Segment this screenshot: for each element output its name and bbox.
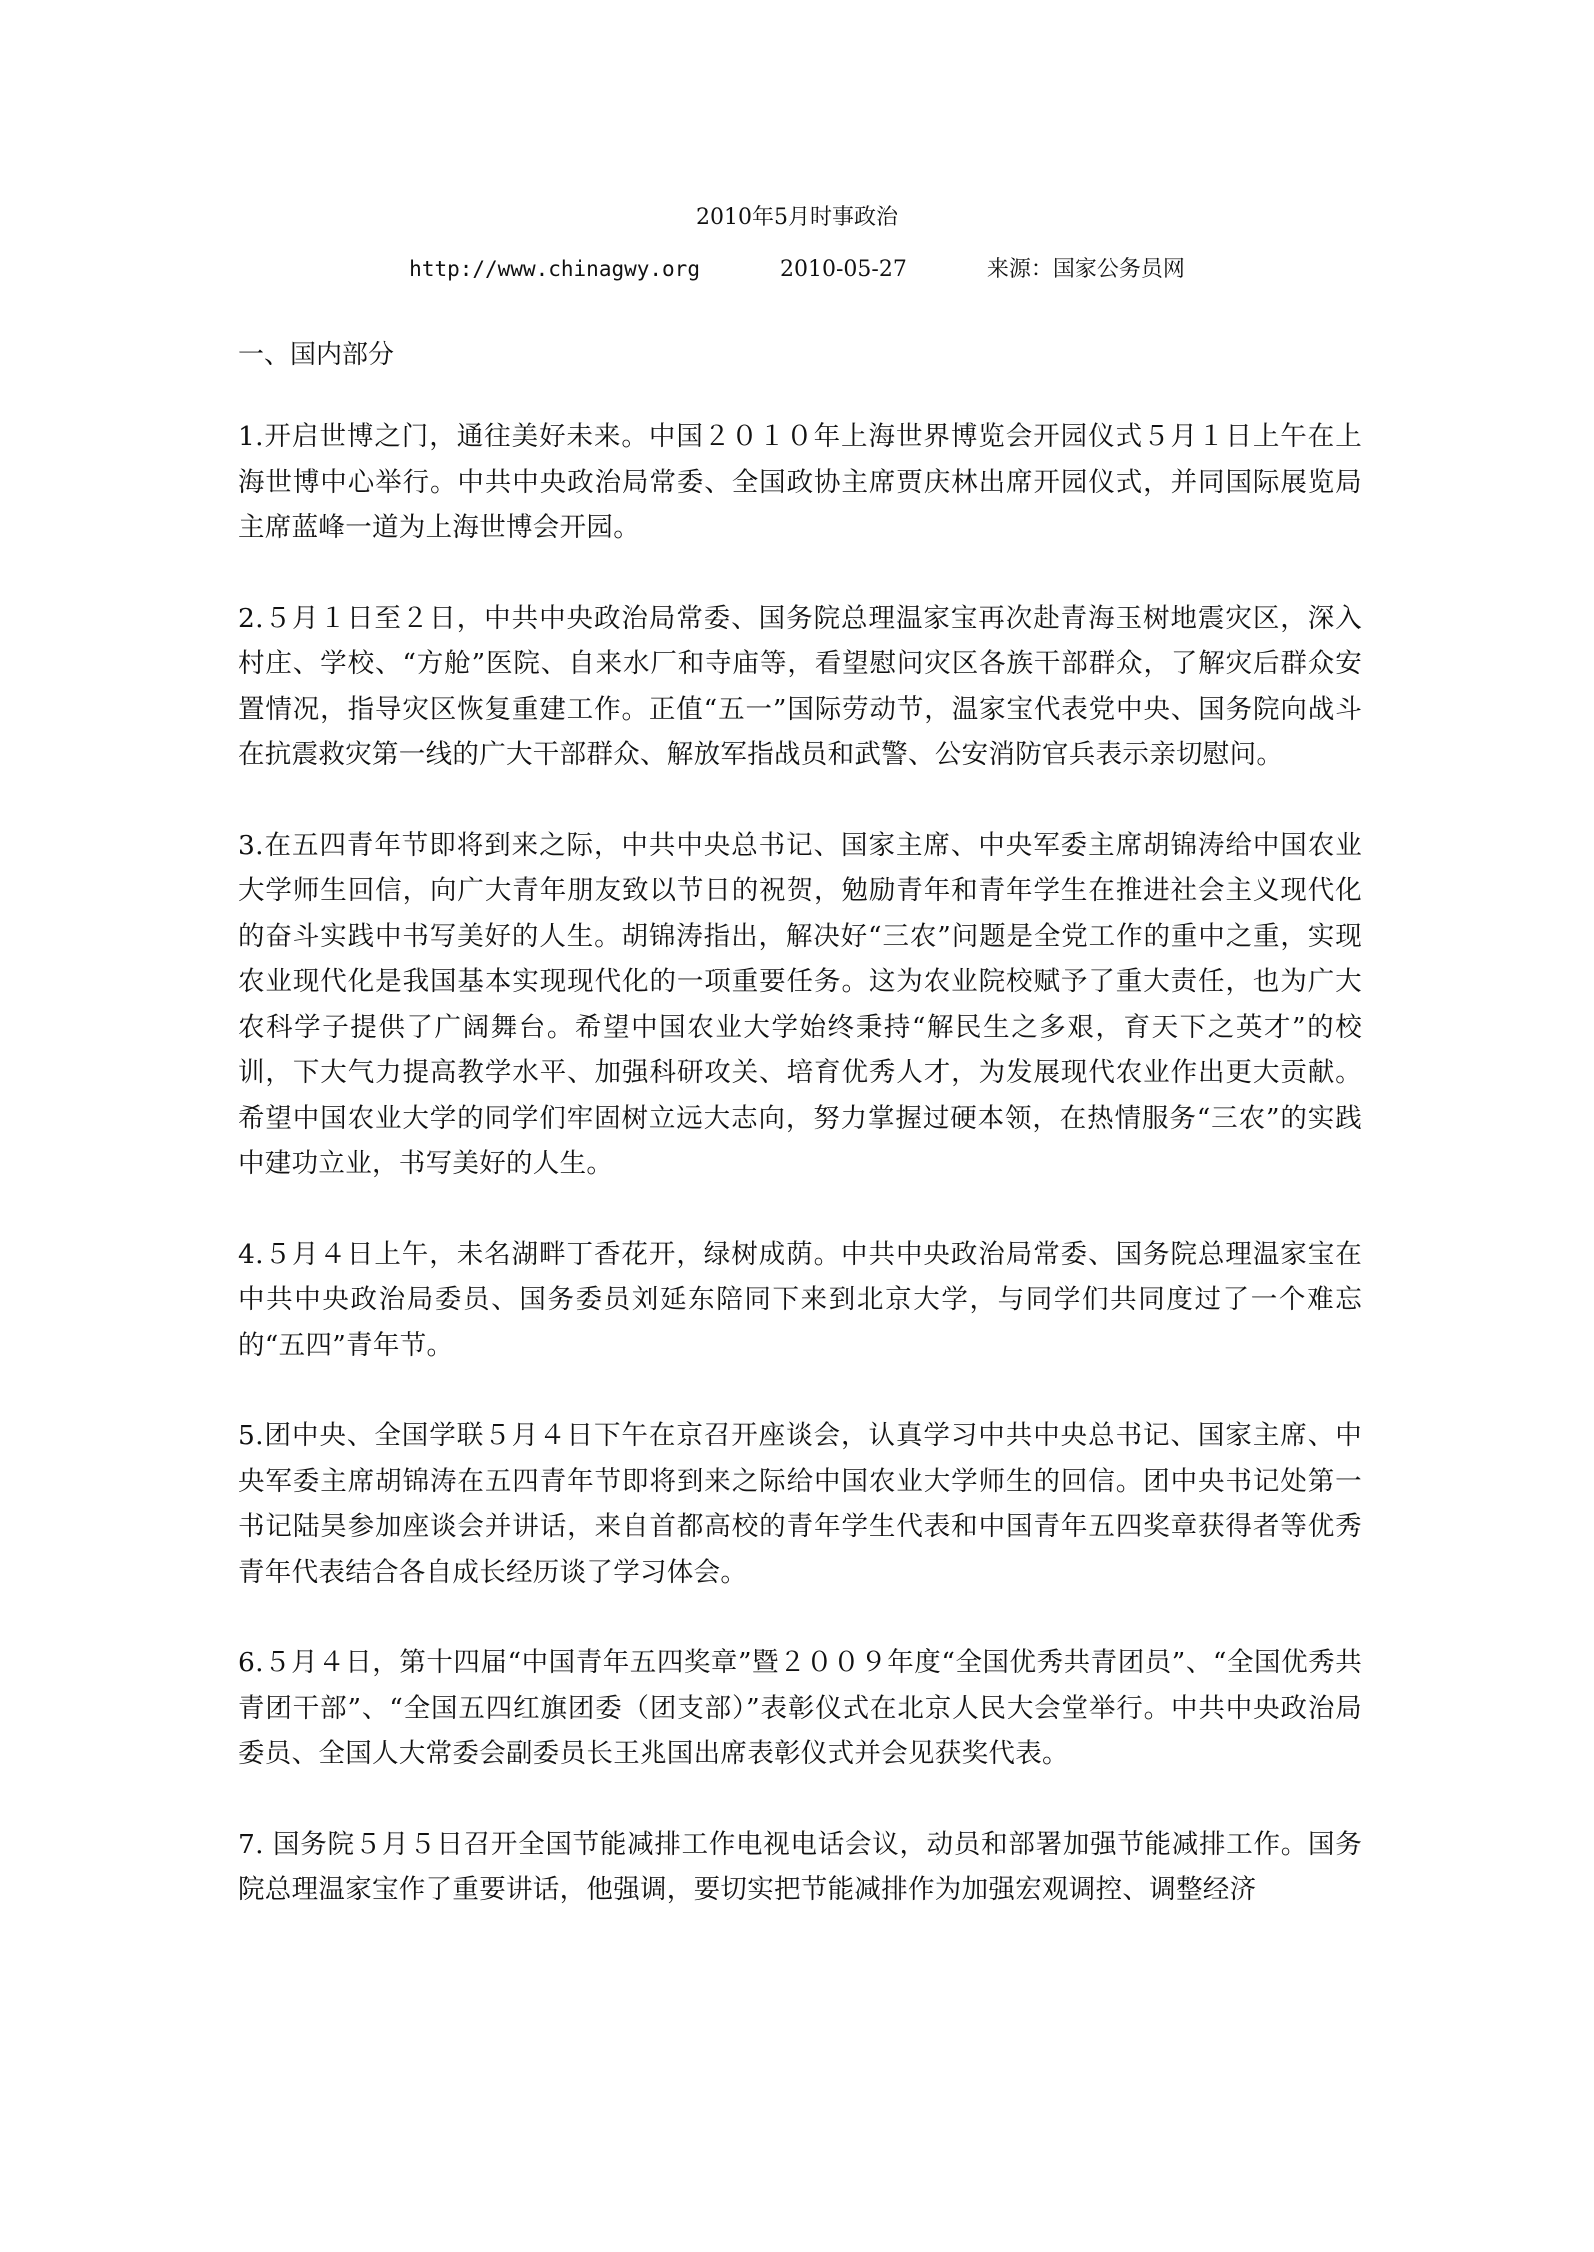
section-heading: 一、国内部分 xyxy=(238,340,395,370)
paragraph-6: 6.５月４日，第十四届“中国青年五四奖章”暨２００９年度“全国优秀共青团员”、“全国优秀共青团干部”、“全国五四红旗团委（团支部）”表彰仪式在北京人民大会堂举行。中共中央政治局委员、全国人大常委会副委员长王兆国出席表彰仪式并会见获奖代表。 xyxy=(238,1647,1362,1769)
document-meta xyxy=(0,254,1594,285)
paragraph-5: 5.团中央、全国学联５月４日下午在京召开座谈会，认真学习中共中央总书记、国家主席、中央军委主席胡锦涛在五四青年节即将到来之际给中国农业大学师生的回信。团中央书记处第一书记陆昊参加座谈会并讲话，来自首都高校的青年学生代表和中国青年五四奖章获得者等优秀青年代表结合各自成长经历谈了学习体会。 xyxy=(238,1420,1362,1588)
paragraph-4: 4.５月４日上午，未名湖畔丁香花开，绿树成荫。中共中央政治局常委、国务院总理温家宝在中共中央政治局委员、国务委员刘延东陪同下来到北京大学，与同学们共同度过了一个难忘的“五四”青年节。 xyxy=(238,1238,1362,1361)
document-title: 2010年5月时事政治 xyxy=(696,205,898,230)
paragraph-3: 3.在五四青年节即将到来之际，中共中央总书记、国家主席、中央军委主席胡锦涛给中国农业大学师生回信，向广大青年朋友致以节日的祝贺，勉励青年和青年学生在推进社会主义现代化的奋斗实践中书写美好的人生。胡锦涛指出，解决好“三农”问题是全党工作的重中之重，实现农业现代化是我国基本实现现代化的一项重要任务。这为农业院校赋予了重大责任，也为广大农科学子提供了广阔舞台。希望中国农业大学始终秉持“解民生之多艰，育天下之英才”的校训，下大气力提高教学水平、加强科研攻关、培育优秀人才，为发展现代农业作出更大贡献。希望中国农业大学的同学们牢固树立远大志向，努力掌握过硬本领，在热情服务“三农”的实践中建功立业，书写美好的人生。 xyxy=(238,829,1362,1179)
paragraph-7: 7. 国务院５月５日召开全国节能减排工作电视电话会议，动员和部署加强节能减排工作。国务院总理温家宝作了重要讲话，他强调，要切实把节能减排作为加强宏观调控、调整经济 xyxy=(238,1828,1362,1905)
paragraph-2: 2.５月１日至２日，中共中央政治局常委、国务院总理温家宝再次赴青海玉树地震灾区，深入村庄、学校、“方舱”医院、自来水厂和寺庙等，看望慰问灾区各族干部群众，了解灾后群众安置情况，指导灾区恢复重建工作。正值“五一”国际劳动节，温家宝代表党中央、国务院向战斗在抗震救灾第一线的广大干部群众、解放军指战员和武警、公安消防官兵表示亲切慰问。 xyxy=(238,602,1362,770)
source-label: 来源：国家公务员网 xyxy=(986,257,1185,282)
paragraph-1: 1.开启世博之门，通往美好未来。中国２０１０年上海世界博览会开园仪式５月１日上午在上海世博中心举行。中共中央政治局常委、全国政协主席贾庆林出席开园仪式，并同国际展览局主席蓝峰一道为上海世博会开园。 xyxy=(238,421,1362,543)
publish-date: 2010-05-27 xyxy=(779,257,907,282)
source-url[interactable]: http://www.chinagwy.org xyxy=(409,257,700,281)
document-body xyxy=(238,414,1362,1958)
